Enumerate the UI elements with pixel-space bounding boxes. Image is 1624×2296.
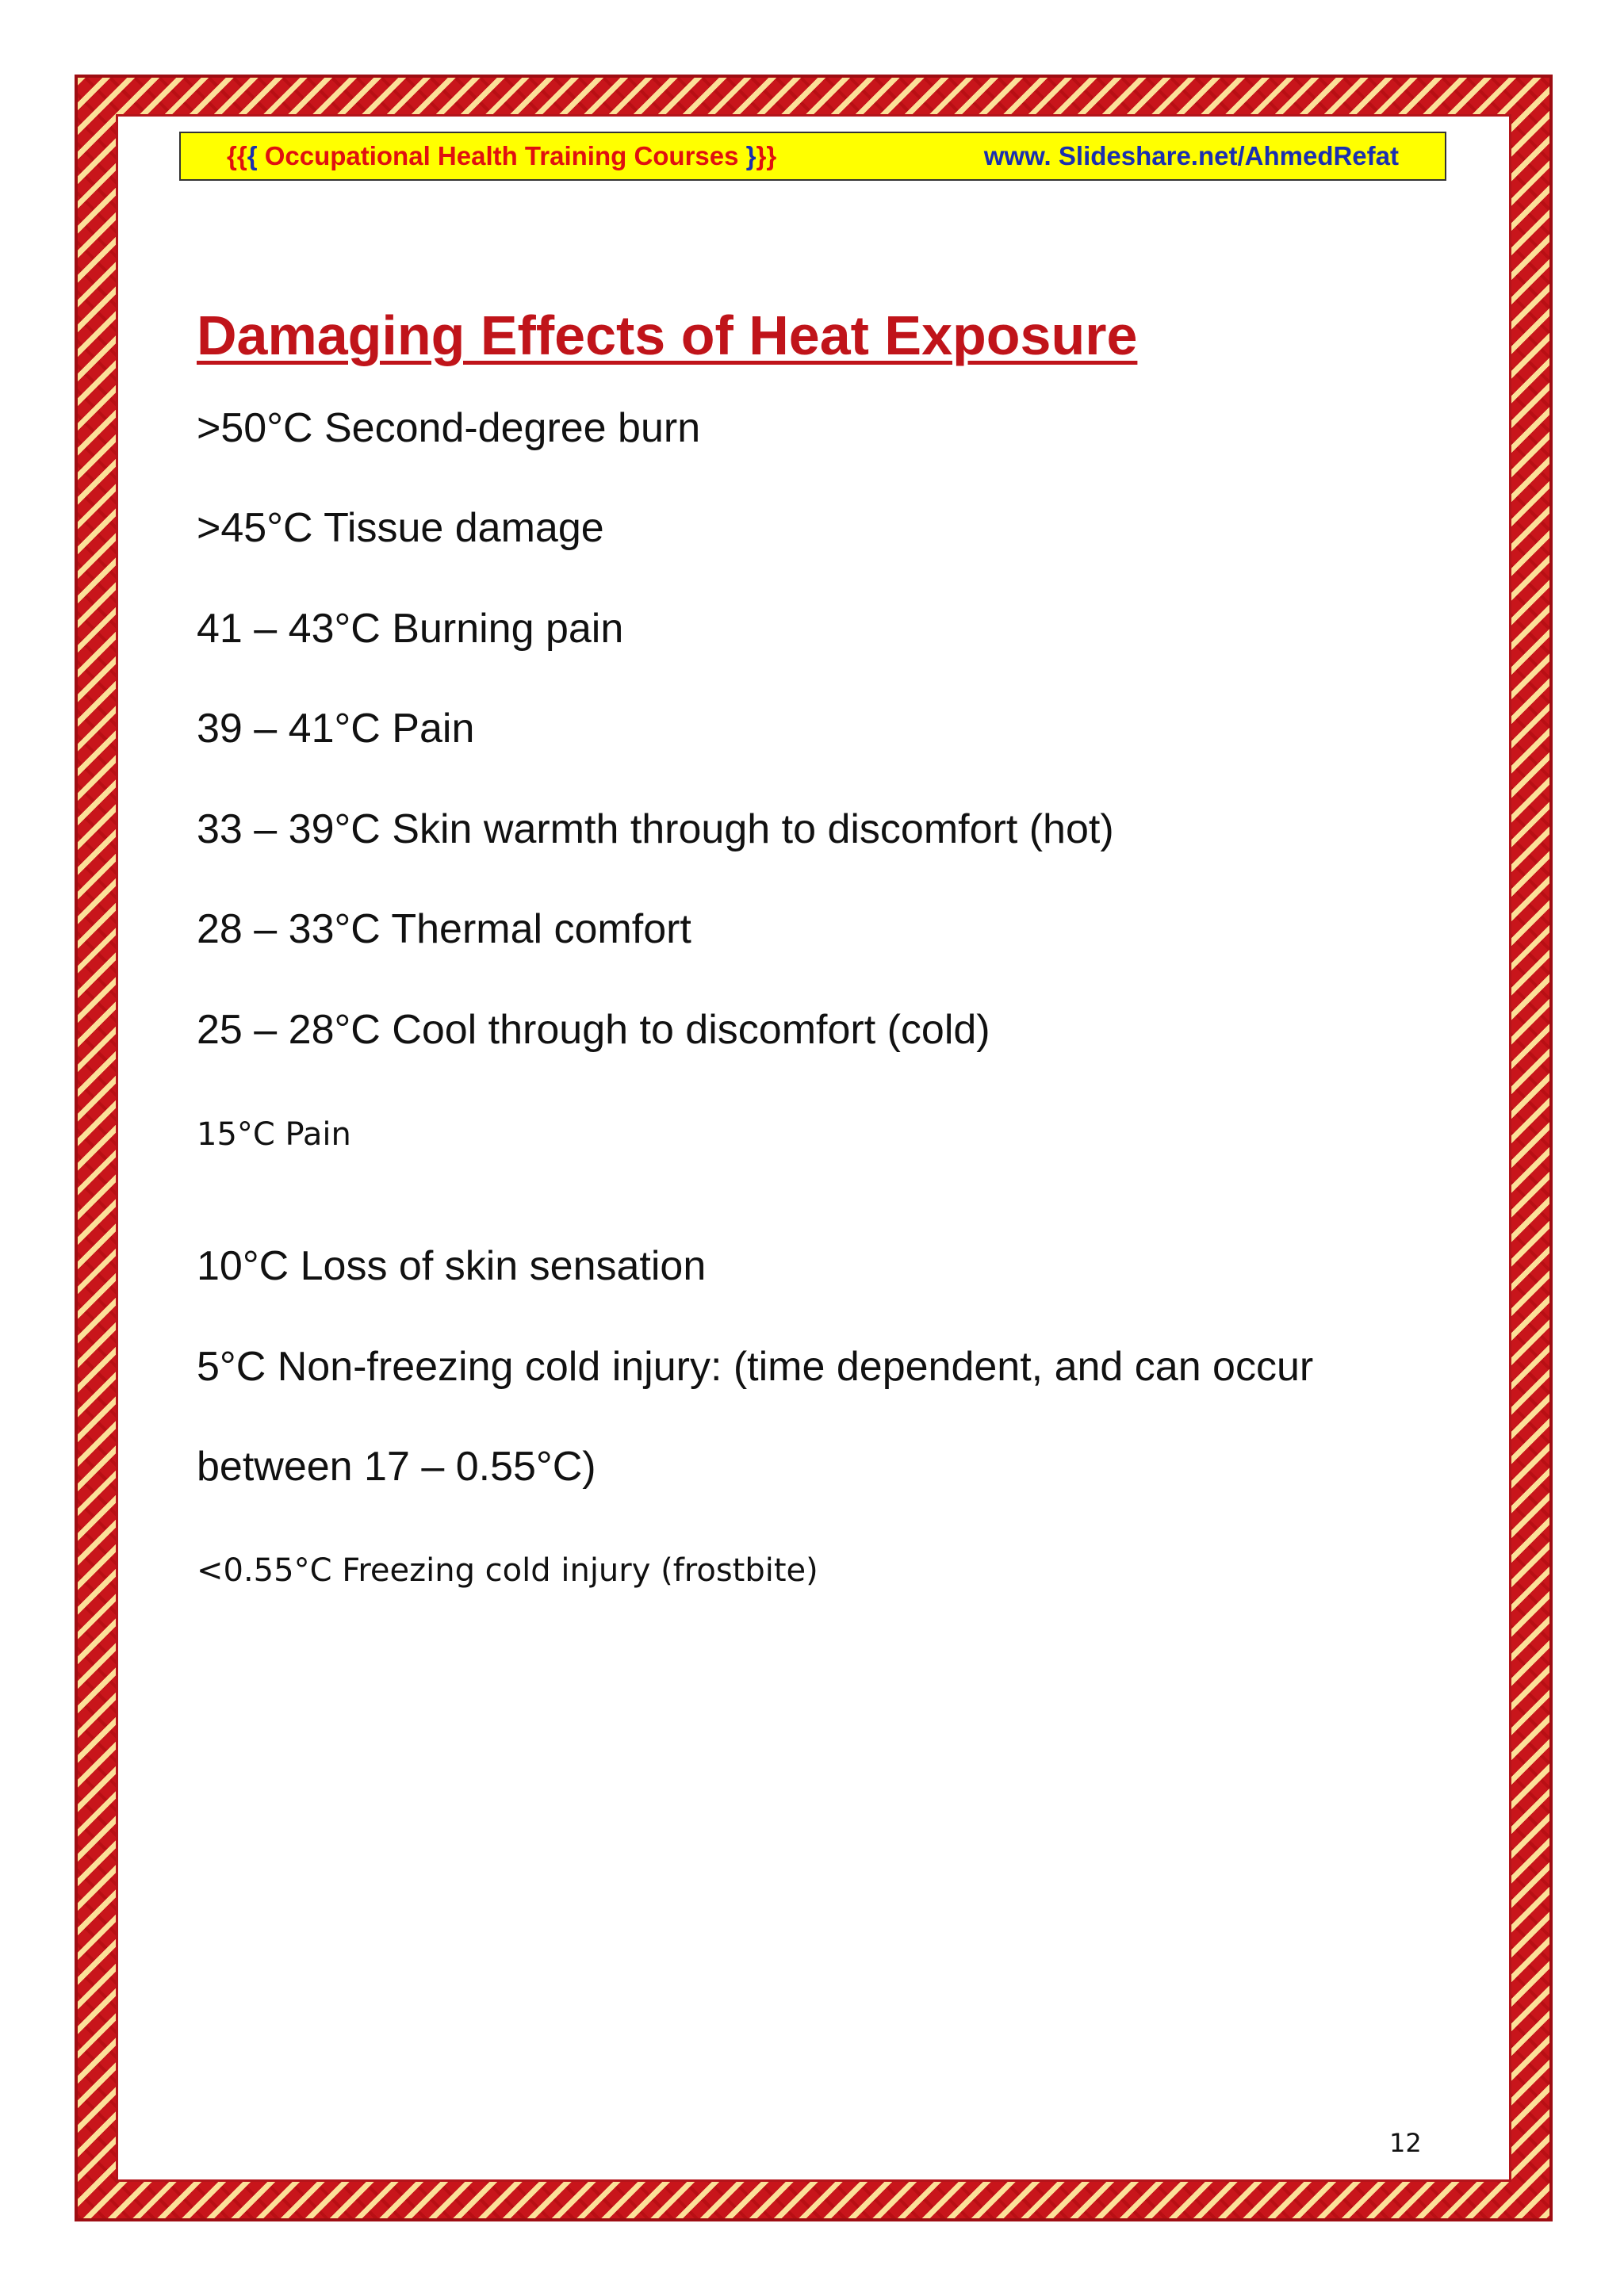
header-open-brace-inner: { xyxy=(247,141,258,170)
header-close-brace-inner: } xyxy=(745,141,756,170)
list-item: 39 – 41°C Pain xyxy=(197,706,475,752)
header-course-text: Occupational Health Training Courses xyxy=(257,141,746,170)
header-open-braces: {{ xyxy=(227,141,247,170)
list-item: >45°C Tissue damage xyxy=(197,505,604,551)
list-item: 15°C Pain xyxy=(197,1116,351,1153)
list-item: 41 – 43°C Burning pain xyxy=(197,606,624,652)
header-course-title xyxy=(227,133,776,179)
list-item: 5°C Non-freezing cold injury: (time dependent, and can occur xyxy=(197,1344,1314,1390)
header-banner xyxy=(179,132,1446,181)
page-number: 12 xyxy=(1389,2128,1422,2158)
list-item: 10°C Loss of skin sensation xyxy=(197,1243,707,1289)
header-close-braces: }} xyxy=(756,141,777,170)
list-item: >50°C Second-degree burn xyxy=(197,405,701,451)
page-title: Damaging Effects of Heat Exposure xyxy=(197,304,1138,366)
header-website-link[interactable]: www. Slideshare.net/AhmedRefat xyxy=(983,141,1399,170)
list-item: 28 – 33°C Thermal comfort xyxy=(197,906,691,952)
list-item: 25 – 28°C Cool through to discomfort (cold) xyxy=(197,1007,990,1053)
list-item: 33 – 39°C Skin warmth through to discomfort (hot) xyxy=(197,806,1114,852)
list-item: between 17 – 0.55°C) xyxy=(197,1444,596,1490)
list-item: <0.55°C Freezing cold injury (frostbite) xyxy=(197,1552,818,1589)
